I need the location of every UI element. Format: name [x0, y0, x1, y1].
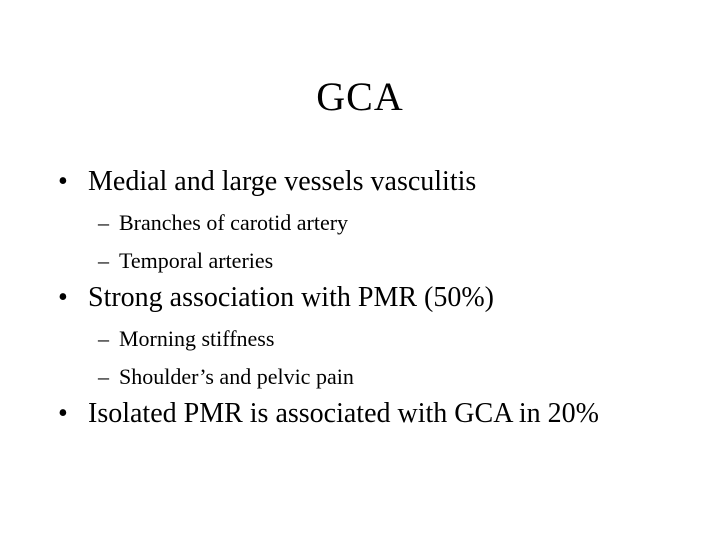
- sub-bullet-list: [58, 210, 658, 274]
- bullet-text: Isolated PMR is associated with GCA in 20%: [88, 398, 599, 429]
- sub-bullet-text: Branches of carotid artery: [119, 210, 349, 235]
- bullet-text: Medial and large vessels vasculitis: [88, 166, 477, 197]
- bullet-item: [58, 398, 658, 430]
- bullet-marker: •: [58, 166, 68, 197]
- bullet-marker: •: [58, 282, 68, 313]
- dash-marker: –: [98, 248, 109, 273]
- dash-marker: –: [98, 326, 109, 351]
- sub-bullet-item: [58, 210, 658, 236]
- sub-bullet-item: [58, 248, 658, 274]
- sub-bullet-text: Shoulder’s and pelvic pain: [119, 364, 354, 389]
- bullet-list: [58, 160, 658, 430]
- dash-marker: –: [98, 210, 109, 235]
- sub-bullet-item: [58, 364, 658, 390]
- sub-bullet-list: [58, 326, 658, 390]
- bullet-marker: •: [58, 398, 68, 429]
- slide-title: GCA: [316, 74, 404, 119]
- bullet-item: [58, 166, 658, 198]
- bullet-item: [58, 282, 658, 314]
- sub-bullet-item: [58, 326, 658, 352]
- sub-bullet-text: Morning stiffness: [119, 326, 275, 351]
- dash-marker: –: [98, 364, 109, 389]
- sub-bullet-text: Temporal arteries: [119, 248, 274, 273]
- bullet-text: Strong association with PMR (50%): [88, 282, 494, 313]
